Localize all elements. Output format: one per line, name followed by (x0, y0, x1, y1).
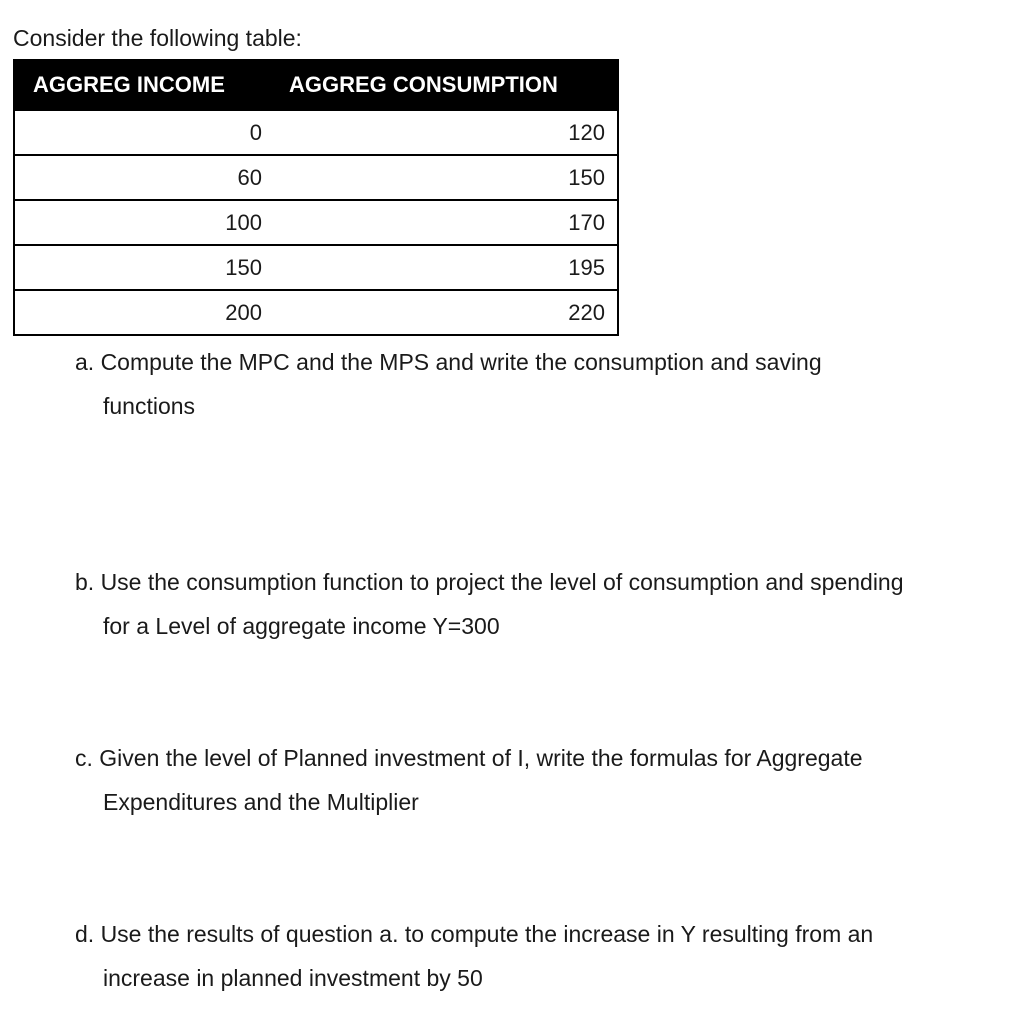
table-row (14, 110, 618, 155)
consumption-cell: 195 (274, 245, 618, 290)
table-row (14, 200, 618, 245)
income-cell: 60 (14, 155, 274, 200)
table-header-row (14, 60, 618, 110)
question-d (75, 912, 1015, 1000)
intro-text: Consider the following table: (13, 25, 302, 51)
question-a-line2: functions (103, 393, 196, 419)
table-row (14, 290, 618, 335)
header-aggreg-consumption: AGGREG CONSUMPTION (274, 60, 618, 110)
consumption-cell: 220 (274, 290, 618, 335)
question-b-line1: b. Use the consumption function to project the level of consumption and spending (75, 569, 904, 595)
question-c (75, 736, 1015, 824)
question-a (75, 340, 1015, 428)
question-b-line2: for a Level of aggregate income Y=300 (103, 613, 500, 639)
consumption-cell: 150 (274, 155, 618, 200)
income-cell: 150 (14, 245, 274, 290)
income-cell: 0 (14, 110, 274, 155)
header-aggreg-income: AGGREG INCOME (14, 60, 274, 110)
question-c-line2: Expenditures and the Multiplier (103, 789, 419, 815)
table-row (14, 155, 618, 200)
income-cell: 100 (14, 200, 274, 245)
question-b (75, 560, 1015, 648)
table-row (14, 245, 618, 290)
question-d-line1: d. Use the results of question a. to compute the increase in Y resulting from an (75, 921, 874, 947)
consumption-cell: 170 (274, 200, 618, 245)
question-c-line1: c. Given the level of Planned investment of I, write the formulas for Aggregate (75, 745, 863, 771)
question-d-line2: increase in planned investment by 50 (103, 965, 483, 991)
income-cell: 200 (14, 290, 274, 335)
consumption-cell: 120 (274, 110, 618, 155)
question-a-line1: a. Compute the MPC and the MPS and write the consumption and saving (75, 349, 822, 375)
income-consumption-table (13, 59, 619, 336)
